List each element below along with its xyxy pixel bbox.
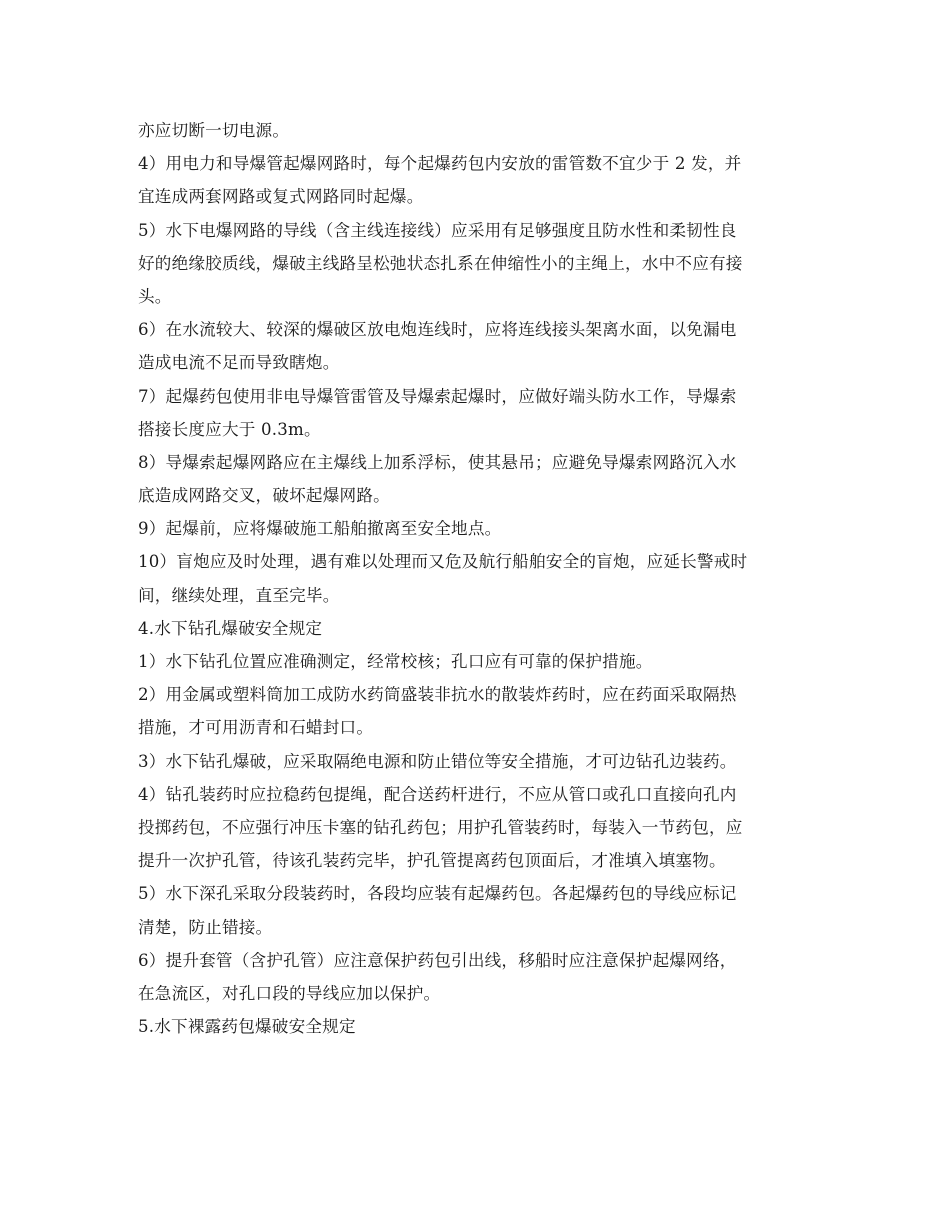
document-body [138,114,818,1043]
text-line: 在急流区，对孔口段的导线应加以保护。 [138,983,441,1003]
text-line: 搭接长度应大于 0.3m。 [138,419,321,439]
text-line: 4）用电力和导爆管起爆网路时，每个起爆药包内安放的雷管数不宜少于 2 发，并 [138,154,742,174]
text-line: 5）水下深孔采取分段装药时，各段均应装有起爆药包。各起爆药包的导线应标记 [138,884,737,904]
text-line: 10）盲炮应及时处理，遇有难以处理而又危及航行船舶安全的盲炮，应延长警戒时 [138,552,748,572]
text-line: 措施，才可用沥青和石蜡封口。 [138,718,374,738]
text-line: 5）水下电爆网路的导线（含主线连接线）应采用有足够强度且防水性和柔韧性良 [138,220,737,240]
text-line: 头。 [138,286,172,306]
text-line: 好的绝缘胶质线，爆破主线路呈松弛状态扎系在伸缩性小的主绳上，水中不应有接 [138,253,743,273]
section-heading: 5.水下裸露药包爆破安全规定 [138,1017,356,1037]
text-line: 4）钻孔装药时应拉稳药包提绳，配合送药杆进行，不应从管口或孔口直接向孔内 [138,784,737,804]
text-line: 1）水下钻孔位置应准确测定，经常校核；孔口应有可靠的保护措施。 [138,652,653,671]
text-line: 9）起爆前，应将爆破施工船舶撤离至安全地点。 [138,519,502,539]
text-line: 3）水下钻孔爆破，应采取隔绝电源和防止错位等安全措施，才可边钻孔边装药。 [138,751,737,771]
text-line: 亦应切断一切电源。 [138,121,290,140]
text-line: 宜连成两套网路或复式网路同时起爆。 [138,187,424,207]
text-line: 8）导爆索起爆网路应在主爆线上加系浮标，使其悬吊；应避免导爆索网路沉入水 [138,452,737,472]
text-line: 造成电流不足而导致瞎炮。 [138,353,340,373]
text-line: 间，继续处理，直至完毕。 [138,585,340,605]
text-line: 2）用金属或塑料筒加工成防水药筒盛装非抗水的散装炸药时，应在药面采取隔热 [138,685,737,705]
section-heading: 4.水下钻孔爆破安全规定 [138,618,323,638]
text-line: 投掷药包，不应强行冲压卡塞的钻孔药包；用护孔管装药时，每装入一节药包，应 [138,817,743,837]
text-line: 底造成网路交叉，破坏起爆网路。 [138,486,390,506]
text-line: 提升一次护孔管，待该孔装药完毕，护孔管提离药包顶面后，才准填入填塞物。 [138,851,726,871]
text-line: 6）在水流较大、较深的爆破区放电炮连线时，应将连线接头架离水面，以免漏电 [138,320,737,340]
text-line: 7）起爆药包使用非电导爆管雷管及导爆索起爆时，应做好端头防水工作，导爆索 [138,386,737,406]
text-line: 清楚，防止错接。 [138,917,273,937]
text-line: 6）提升套管（含护孔管）应注意保护药包引出线，移船时应注意保护起爆网络， [138,950,737,970]
